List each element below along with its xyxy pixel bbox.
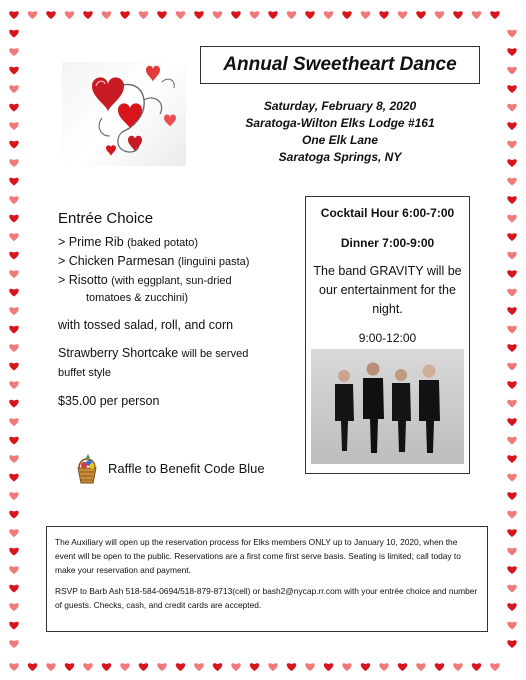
border-heart-icon bbox=[324, 663, 333, 671]
border-heart-icon bbox=[490, 11, 499, 19]
border-heart-icon bbox=[268, 663, 277, 671]
border-heart-icon bbox=[213, 11, 222, 19]
border-heart-icon bbox=[176, 11, 185, 19]
event-street: One Elk Lane bbox=[301, 133, 379, 147]
event-venue: Saratoga-Wilton Elks Lodge #161 bbox=[245, 116, 435, 130]
border-heart-icon bbox=[231, 663, 240, 671]
border-heart-icon bbox=[507, 381, 516, 389]
border-heart-icon bbox=[9, 196, 18, 204]
border-heart-icon bbox=[507, 474, 516, 482]
border-heart-icon bbox=[507, 141, 516, 149]
border-heart-icon bbox=[9, 252, 18, 260]
border-heart-icon bbox=[507, 548, 516, 556]
event-title-box bbox=[200, 46, 480, 84]
schedule-box bbox=[305, 196, 470, 474]
border-heart-icon bbox=[507, 104, 516, 112]
event-city: Saratoga Springs, NY bbox=[278, 150, 402, 164]
border-heart-icon bbox=[46, 11, 55, 19]
border-heart-icon bbox=[324, 11, 333, 19]
border-heart-icon bbox=[9, 159, 18, 167]
border-heart-icon bbox=[507, 455, 516, 463]
border-heart-icon bbox=[231, 11, 240, 19]
border-heart-icon bbox=[213, 663, 222, 671]
dessert-detail-line-2: buffet style bbox=[58, 367, 111, 379]
border-heart-icon bbox=[305, 663, 314, 671]
border-heart-icon bbox=[507, 363, 516, 371]
border-heart-icon bbox=[9, 104, 18, 112]
border-heart-icon bbox=[398, 663, 407, 671]
border-heart-icon bbox=[9, 663, 18, 671]
border-heart-icon bbox=[379, 11, 388, 19]
border-heart-icon bbox=[507, 122, 516, 130]
border-heart-icon bbox=[361, 11, 370, 19]
border-heart-icon bbox=[472, 11, 481, 19]
border-heart-icon bbox=[507, 344, 516, 352]
border-heart-icon bbox=[9, 529, 18, 537]
border-heart-icon bbox=[342, 663, 351, 671]
menu-section bbox=[58, 210, 298, 410]
ticket-price: $35.00 per person bbox=[58, 394, 160, 408]
border-heart-icon bbox=[507, 437, 516, 445]
menu-item-detail: (linguini pasta) bbox=[177, 256, 250, 268]
border-heart-icon bbox=[9, 30, 18, 38]
border-heart-icon bbox=[507, 566, 516, 574]
border-heart-icon bbox=[157, 663, 166, 671]
border-heart-icon bbox=[9, 178, 18, 186]
border-heart-icon bbox=[507, 603, 516, 611]
band-time: 9:00-12:00 bbox=[358, 331, 417, 345]
border-heart-icon bbox=[9, 48, 18, 56]
border-heart-icon bbox=[287, 663, 296, 671]
border-heart-icon bbox=[157, 11, 166, 19]
dinner-time: Dinner 7:00-9:00 bbox=[340, 236, 435, 250]
border-heart-icon bbox=[453, 663, 462, 671]
border-heart-icon bbox=[507, 418, 516, 426]
border-heart-icon bbox=[507, 640, 516, 648]
border-heart-icon bbox=[9, 344, 18, 352]
reservation-policy: The Auxiliary will open up the reservation process for Elks members ONLY up to January 10, 2020, when the event will be open to the public. Reservations are a first come first serve basis. Seating is limited; call today to make your reservation and payment. bbox=[55, 537, 461, 575]
menu-item-risotto bbox=[58, 271, 298, 290]
border-heart-icon bbox=[342, 11, 351, 19]
border-heart-icon bbox=[9, 548, 18, 556]
border-heart-icon bbox=[9, 492, 18, 500]
menu-item-prime-rib bbox=[58, 233, 298, 252]
border-heart-icon bbox=[9, 67, 18, 75]
border-heart-icon bbox=[9, 455, 18, 463]
border-heart-icon bbox=[507, 511, 516, 519]
border-heart-icon bbox=[287, 11, 296, 19]
border-heart-icon bbox=[9, 474, 18, 482]
border-heart-icon bbox=[65, 663, 74, 671]
border-heart-icon bbox=[507, 529, 516, 537]
border-heart-icon bbox=[507, 492, 516, 500]
raffle-basket-icon bbox=[74, 450, 100, 486]
dessert-detail: will be served bbox=[181, 348, 249, 360]
border-heart-icon bbox=[507, 233, 516, 241]
border-heart-icon bbox=[361, 663, 370, 671]
border-heart-icon bbox=[507, 252, 516, 260]
dessert-name: Strawberry Shortcake bbox=[58, 346, 179, 360]
border-heart-icon bbox=[9, 326, 18, 334]
border-heart-icon bbox=[9, 11, 18, 19]
band-photo bbox=[311, 349, 464, 464]
border-heart-icon bbox=[9, 640, 18, 648]
menu-item-name: > Chicken Parmesan bbox=[58, 254, 175, 268]
border-heart-icon bbox=[305, 11, 314, 19]
border-heart-icon bbox=[9, 622, 18, 630]
border-heart-icon bbox=[507, 30, 516, 38]
menu-sides: with tossed salad, roll, and corn bbox=[58, 318, 234, 332]
cocktail-hour: Cocktail Hour 6:00-7:00 bbox=[320, 206, 455, 220]
event-date: Saturday, February 8, 2020 bbox=[263, 99, 417, 113]
border-heart-icon bbox=[379, 663, 388, 671]
menu-item-detail: (with eggplant, sun-dried bbox=[111, 275, 232, 287]
border-heart-icon bbox=[507, 85, 516, 93]
menu-item-name: > Risotto bbox=[58, 273, 108, 287]
border-heart-icon bbox=[176, 663, 185, 671]
border-heart-icon bbox=[9, 85, 18, 93]
border-heart-icon bbox=[398, 11, 407, 19]
border-heart-icon bbox=[139, 663, 148, 671]
border-heart-icon bbox=[507, 400, 516, 408]
event-info bbox=[215, 98, 465, 166]
border-heart-icon bbox=[250, 663, 259, 671]
border-heart-icon bbox=[507, 67, 516, 75]
border-heart-icon bbox=[507, 289, 516, 297]
border-heart-icon bbox=[28, 11, 37, 19]
border-heart-icon bbox=[83, 663, 92, 671]
border-heart-icon bbox=[507, 307, 516, 315]
border-heart-icon bbox=[9, 400, 18, 408]
border-heart-icon bbox=[102, 11, 111, 19]
border-heart-icon bbox=[507, 215, 516, 223]
border-heart-icon bbox=[9, 270, 18, 278]
menu-item-risotto-continued: tomatoes & zucchini) bbox=[86, 292, 189, 304]
menu-heading: Entrée Choice bbox=[58, 210, 154, 227]
border-heart-icon bbox=[453, 11, 462, 19]
border-heart-icon bbox=[194, 11, 203, 19]
border-heart-icon bbox=[9, 585, 18, 593]
border-heart-icon bbox=[9, 566, 18, 574]
border-heart-icon bbox=[507, 196, 516, 204]
border-heart-icon bbox=[416, 663, 425, 671]
border-heart-icon bbox=[9, 418, 18, 426]
event-title: Annual Sweetheart Dance bbox=[223, 54, 457, 75]
border-heart-icon bbox=[250, 11, 259, 19]
border-heart-icon bbox=[507, 48, 516, 56]
border-heart-icon bbox=[65, 11, 74, 19]
border-heart-icon bbox=[435, 11, 444, 19]
band-announcement: The band GRAVITY will be our entertainment for the night. bbox=[313, 264, 462, 316]
rsvp-contact: RSVP to Barb Ash 518-584-0694/518-879-8713(cell) or bash2@nycap.rr.com with your entrée choice and number of guests. Checks, cash, and credit cards are accepted. bbox=[55, 586, 478, 610]
border-heart-icon bbox=[9, 363, 18, 371]
menu-item-chicken-parmesan bbox=[58, 252, 298, 271]
border-heart-icon bbox=[507, 585, 516, 593]
border-heart-icon bbox=[120, 663, 129, 671]
border-heart-icon bbox=[507, 326, 516, 334]
border-heart-icon bbox=[490, 663, 499, 671]
border-heart-icon bbox=[120, 11, 129, 19]
border-heart-icon bbox=[9, 233, 18, 241]
border-heart-icon bbox=[9, 603, 18, 611]
border-heart-icon bbox=[28, 663, 37, 671]
border-heart-icon bbox=[9, 437, 18, 445]
swirl-hearts-image bbox=[62, 62, 186, 166]
border-heart-icon bbox=[9, 511, 18, 519]
menu-item-name: > Prime Rib bbox=[58, 235, 124, 249]
border-heart-icon bbox=[9, 289, 18, 297]
reservation-notice bbox=[46, 526, 488, 632]
border-heart-icon bbox=[416, 11, 425, 19]
border-heart-icon bbox=[9, 381, 18, 389]
raffle-section bbox=[74, 448, 304, 488]
border-heart-icon bbox=[507, 622, 516, 630]
menu-dessert bbox=[58, 344, 298, 382]
border-heart-icon bbox=[9, 141, 18, 149]
border-heart-icon bbox=[9, 307, 18, 315]
border-heart-icon bbox=[139, 11, 148, 19]
border-heart-icon bbox=[507, 270, 516, 278]
border-heart-icon bbox=[9, 215, 18, 223]
border-heart-icon bbox=[194, 663, 203, 671]
border-heart-icon bbox=[268, 11, 277, 19]
hearts-artwork bbox=[62, 62, 186, 166]
menu-item-detail: (baked potato) bbox=[127, 237, 199, 249]
border-heart-icon bbox=[102, 663, 111, 671]
border-heart-icon bbox=[472, 663, 481, 671]
border-heart-icon bbox=[435, 663, 444, 671]
border-heart-icon bbox=[46, 663, 55, 671]
border-heart-icon bbox=[507, 178, 516, 186]
border-heart-icon bbox=[83, 11, 92, 19]
border-heart-icon bbox=[9, 122, 18, 130]
border-heart-icon bbox=[507, 159, 516, 167]
raffle-text: Raffle to Benefit Code Blue bbox=[108, 460, 265, 476]
